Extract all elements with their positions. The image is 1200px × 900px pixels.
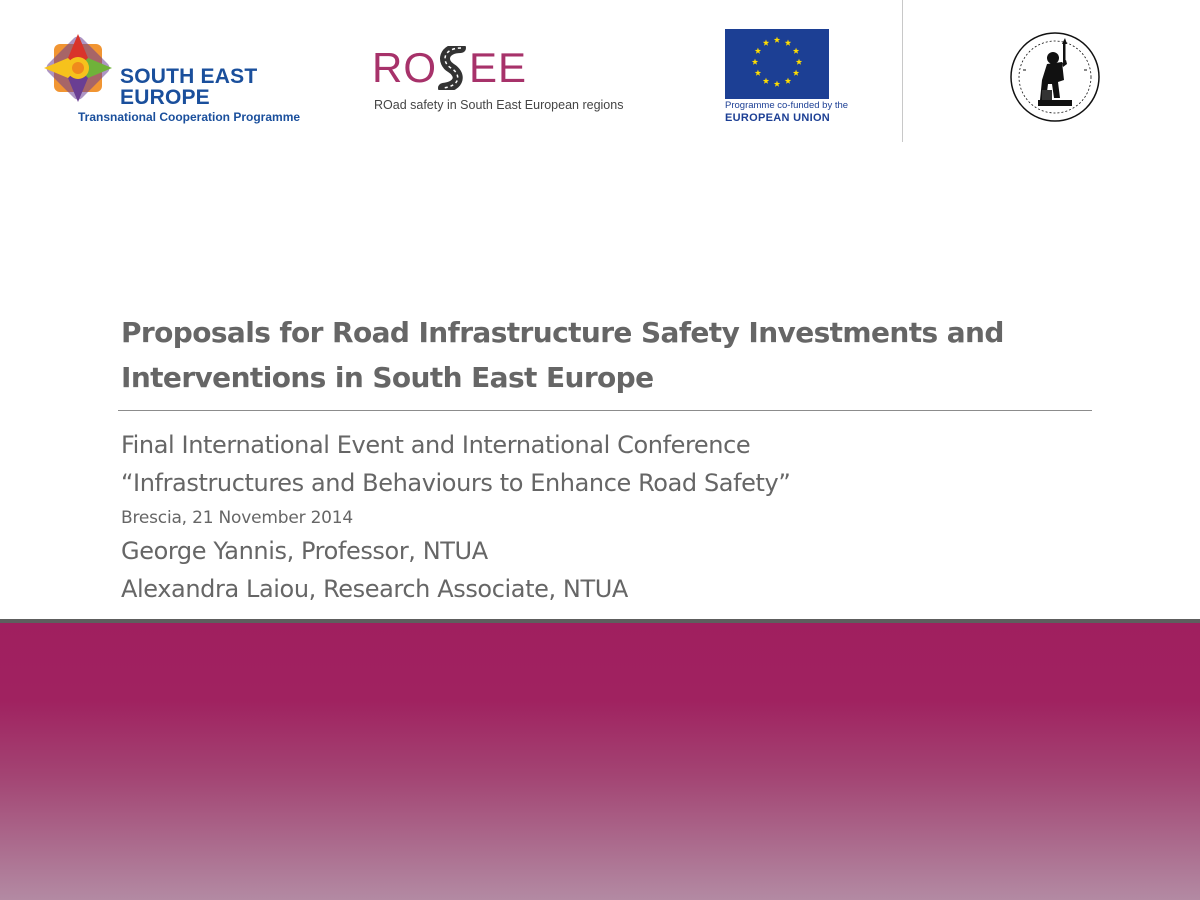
see-logo-subtitle: Transnational Cooperation Programme — [78, 110, 301, 124]
see-star-icon — [38, 28, 118, 108]
road-s-icon — [437, 46, 469, 90]
eu-name-text: EUROPEAN UNION — [725, 112, 831, 124]
ntua-seal-icon — [1008, 30, 1102, 124]
rosee-wordmark-left: RO — [372, 44, 437, 91]
logo-divider — [902, 0, 903, 142]
place-date: Brescia, 21 November 2014 — [121, 508, 354, 528]
eu-cofunded-text: Programme co-funded by the — [725, 100, 849, 111]
see-logo-title: SOUTH EAST EUROPE — [120, 65, 258, 109]
title-line-1: Proposals for Road Infrastructure Safety Investments and — [121, 316, 1004, 349]
author-2: Alexandra Laiou, Research Associate, NTUA — [121, 575, 628, 603]
rosee-tagline: ROad safety in South East European regions — [374, 98, 624, 112]
south-east-europe-logo — [38, 28, 301, 128]
footer-color-band — [0, 623, 1200, 900]
rosee-wordmark-right: EE — [469, 44, 528, 91]
rosee-logo — [372, 46, 642, 116]
page-title — [121, 310, 1081, 400]
author-1: George Yannis, Professor, NTUA — [121, 537, 488, 565]
conference-name: “Infrastructures and Behaviours to Enhance Road Safety” — [121, 469, 791, 497]
rosee-wordmark — [372, 46, 527, 90]
eu-cofunded-logo — [725, 29, 849, 129]
eu-flag-icon — [725, 29, 829, 99]
event-name: Final International Event and International Conference — [121, 431, 751, 459]
title-divider — [118, 410, 1092, 411]
title-line-2: Interventions in South East Europe — [121, 361, 654, 394]
